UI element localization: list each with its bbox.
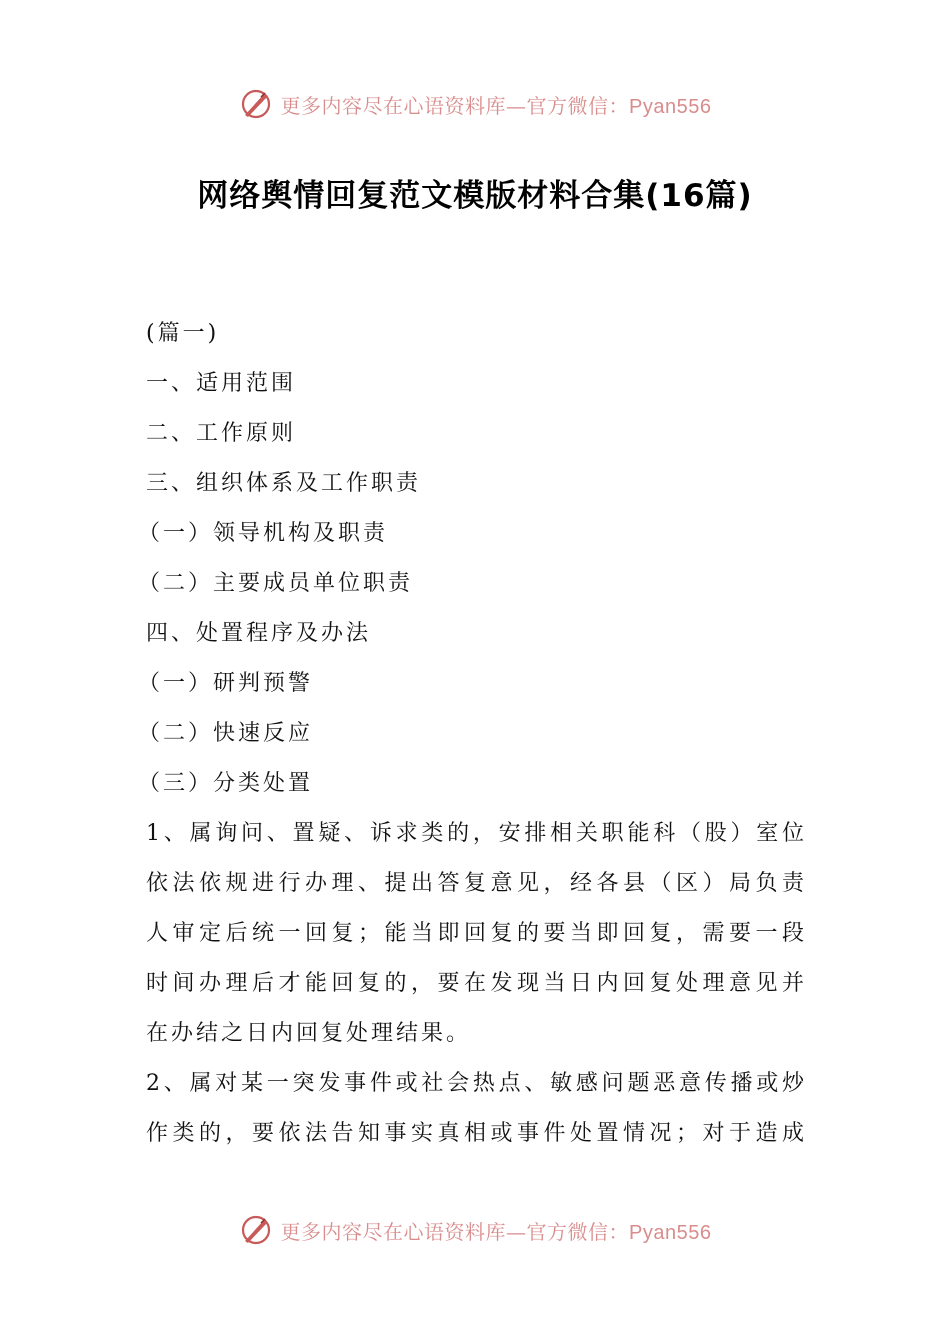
watermark-text: 更多内容尽在心语资料库—官方微信：Pyan556 bbox=[280, 1219, 712, 1244]
subheading-members: （二）主要成员单位职责 bbox=[138, 571, 414, 596]
subheading-leadership: （一）领导机构及职责 bbox=[138, 521, 389, 546]
document-body bbox=[138, 309, 806, 1159]
paragraph-line: 时间办理后才能回复的，要在发现当日内回复处理意见并 bbox=[146, 971, 806, 996]
subheading-response: （二）快速反应 bbox=[138, 721, 314, 746]
paragraph-line: 依法依规进行办理、提出答复意见，经各县（区）局负责 bbox=[146, 871, 806, 896]
heading-scope: 一、适用范围 bbox=[146, 371, 297, 396]
subheading-warning: （一）研判预警 bbox=[138, 671, 314, 696]
document-title: 网络舆情回复范文模版材料合集(16篇) bbox=[197, 178, 753, 214]
paragraph-line: 2、属对某一突发事件或社会热点、敏感问题恶意传播或炒 bbox=[146, 1071, 806, 1096]
watermark-footer bbox=[0, 1208, 950, 1252]
watermark-wechat-id: Pyan556 bbox=[629, 1221, 712, 1244]
paragraph-line: 1、属询问、置疑、诉求类的，安排相关职能科（股）室位 bbox=[146, 821, 806, 846]
heading-procedures: 四、处置程序及办法 bbox=[146, 621, 372, 646]
watermark-text: 更多内容尽在心语资料库—官方微信：Pyan556 bbox=[280, 93, 712, 118]
section-label: (篇一) bbox=[146, 321, 220, 346]
watermark-wechat-id: Pyan556 bbox=[629, 95, 712, 118]
paragraph-line: 作类的，要依法告知事实真相或事件处置情况；对于造成 bbox=[146, 1121, 806, 1146]
paragraph-line: 在办结之日内回复处理结果。 bbox=[146, 1021, 472, 1046]
heading-principles: 二、工作原则 bbox=[146, 421, 297, 446]
heading-organization: 三、组织体系及工作职责 bbox=[146, 471, 422, 496]
quill-pen-icon bbox=[239, 1213, 273, 1247]
quill-pen-icon bbox=[239, 87, 273, 121]
watermark-header bbox=[0, 82, 950, 126]
subheading-classification: （三）分类处置 bbox=[138, 771, 314, 796]
paragraph-line: 人审定后统一回复；能当即回复的要当即回复，需要一段 bbox=[146, 921, 806, 946]
